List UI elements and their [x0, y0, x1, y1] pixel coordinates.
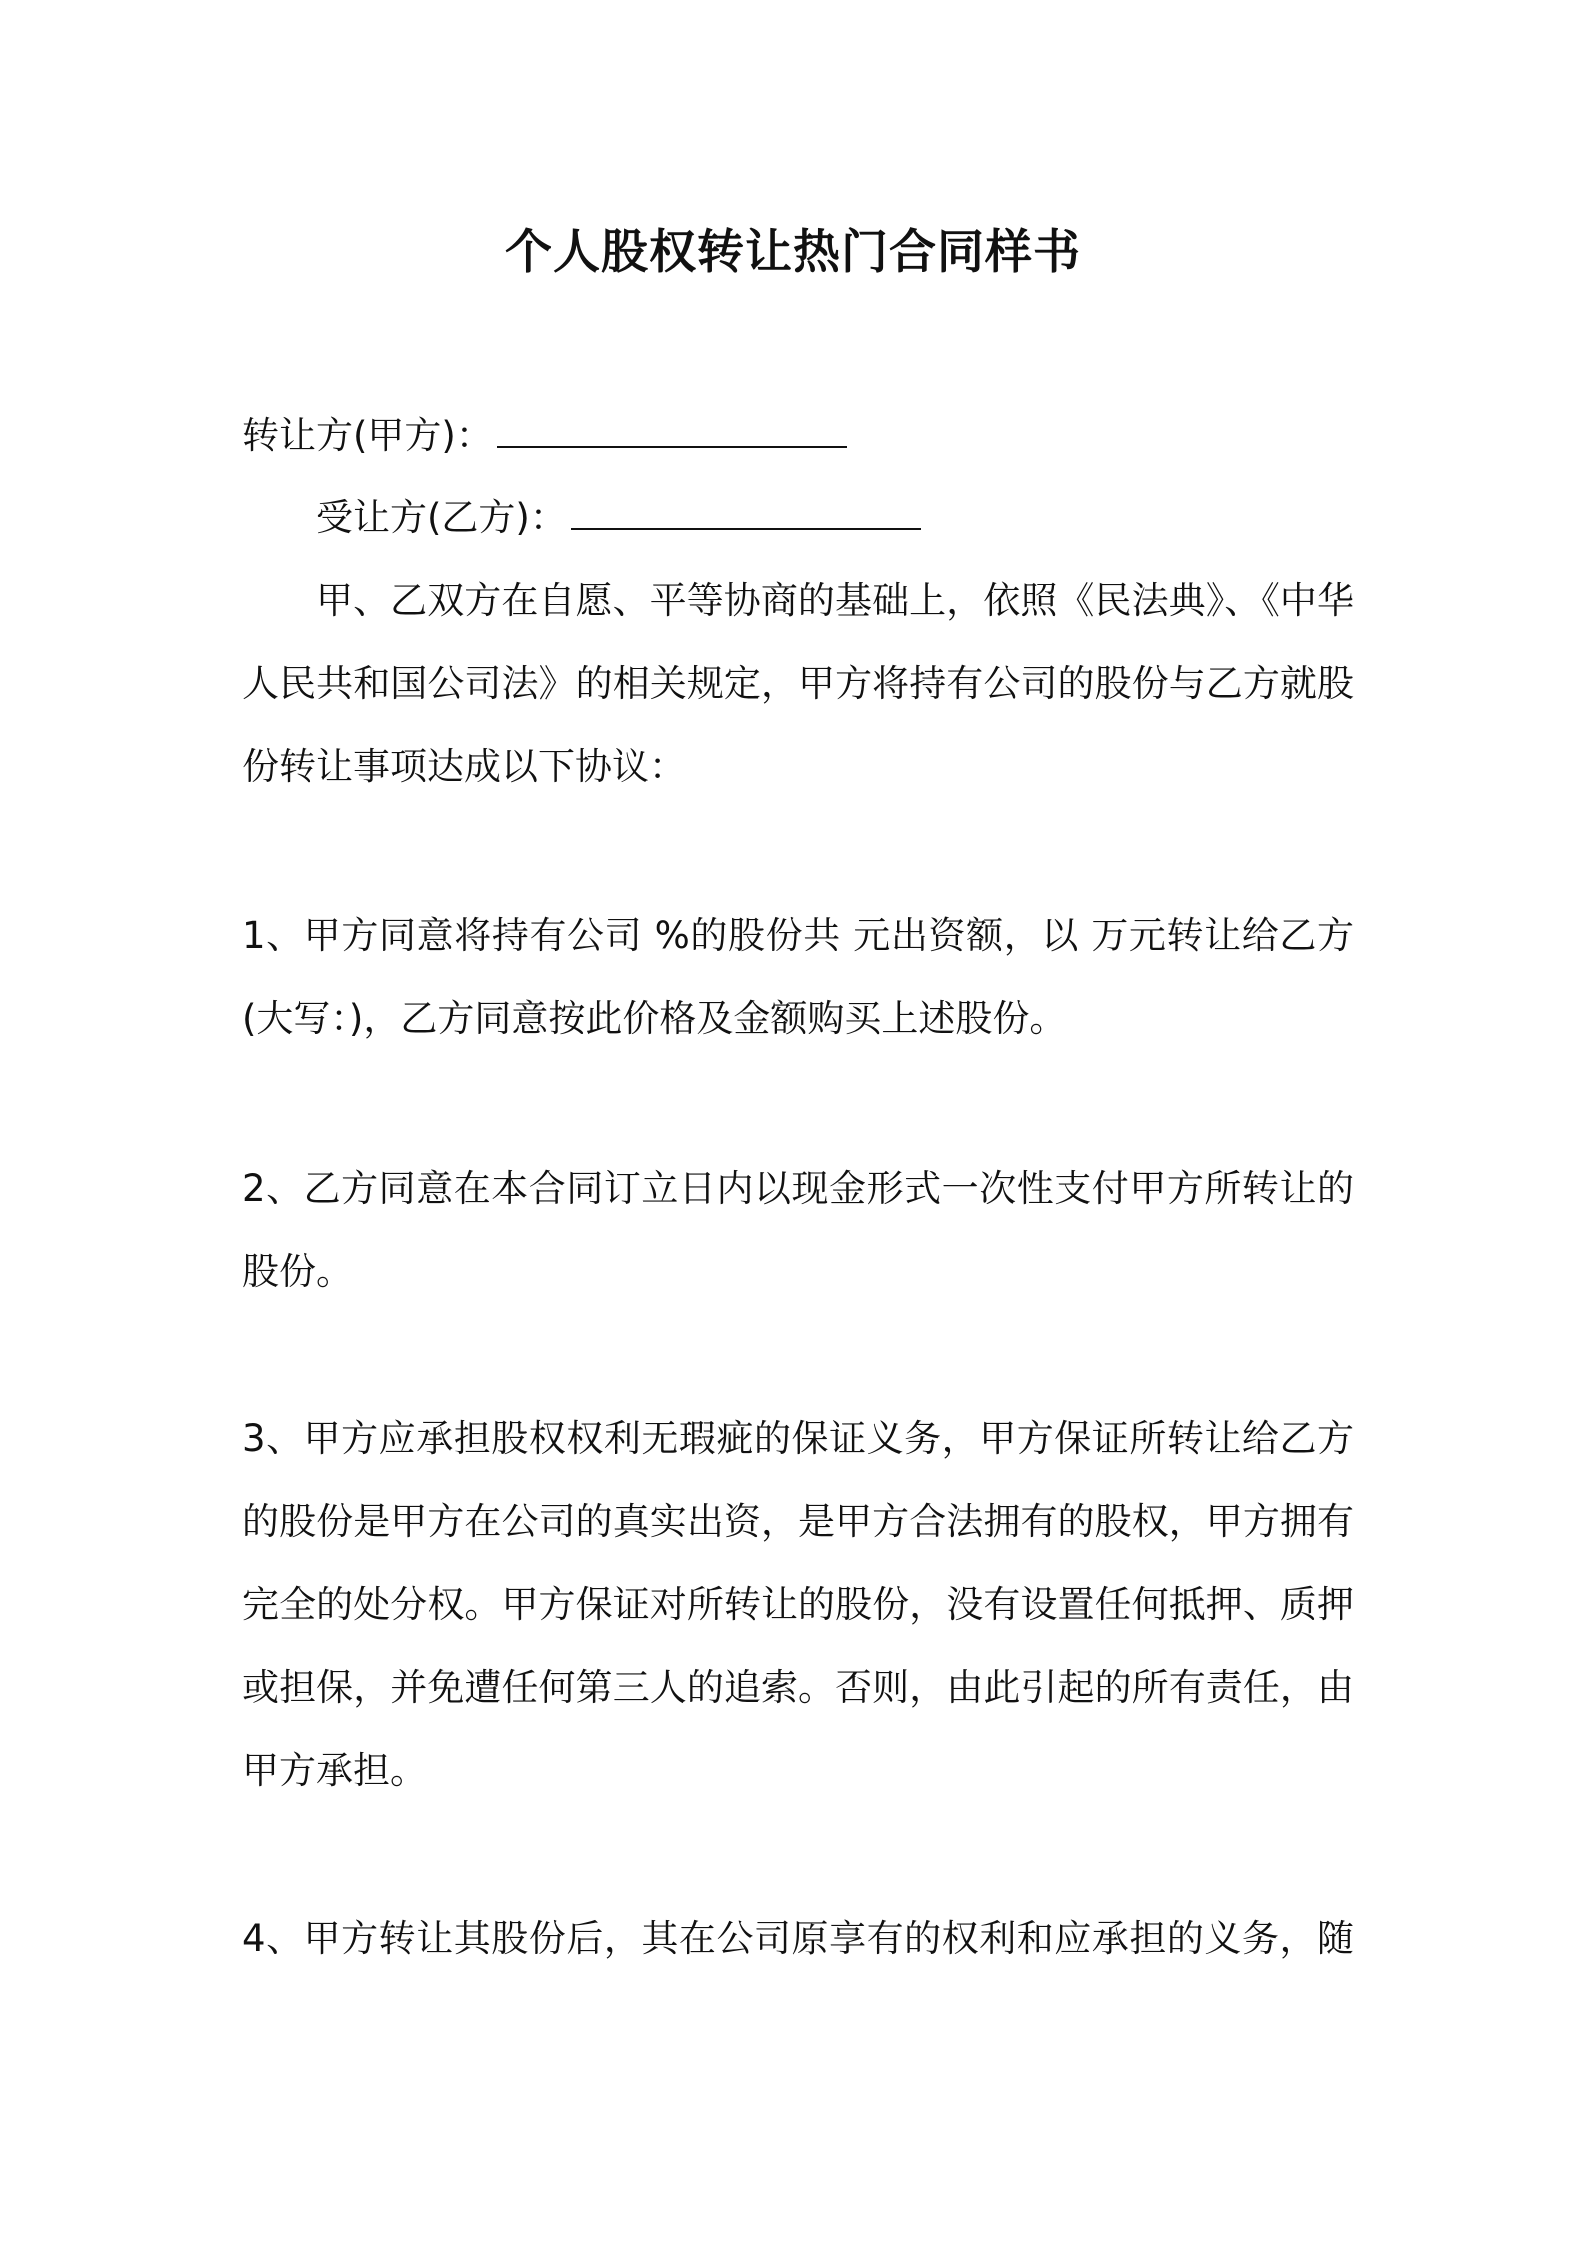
clause-4-line: 4、甲方转让其股份后，其在公司原享有的权利和应承担的义务，随	[242, 1917, 1354, 1960]
preamble-line: 甲、乙双方在自愿、平等协商的基础上，依照《民法典》、《中华	[316, 579, 1354, 622]
transferor-label: 转让方(甲方)：	[242, 414, 493, 457]
clause-2-line: 2、乙方同意在本合同订立日内以现金形式一次性支付甲方所转让的	[242, 1167, 1354, 1210]
clause-3-line: 或担保，并免遭任何第三人的追索。否则，由此引起的所有责任，由	[242, 1666, 1354, 1709]
document-title: 个人股权转让热门合同样书	[505, 225, 1081, 280]
preamble-line: 份转让事项达成以下协议：	[242, 745, 686, 788]
clause-3-line: 甲方承担。	[242, 1749, 427, 1792]
transferee-line	[316, 492, 921, 544]
clause-3-line: 3、甲方应承担股权权利无瑕疵的保证义务，甲方保证所转让给乙方	[242, 1417, 1354, 1460]
clause-3-line: 完全的处分权。甲方保证对所转让的股份，没有设置任何抵押、质押	[242, 1583, 1354, 1626]
preamble-line: 人民共和国公司法》的相关规定，甲方将持有公司的股份与乙方就股	[242, 662, 1354, 705]
transferor-blank	[497, 412, 847, 448]
transferee-label: 受让方(乙方)：	[316, 496, 567, 539]
clause-1-line: (大写：)，乙方同意按此价格及金额购买上述股份。	[242, 997, 1067, 1040]
clause-1-line: 1、甲方同意将持有公司 %的股份共 元出资额，以 万元转让给乙方	[242, 914, 1354, 957]
clause-2-line: 股份。	[242, 1250, 353, 1293]
transferee-blank	[571, 494, 921, 530]
transferor-line	[242, 410, 847, 462]
clause-3-line: 的股份是甲方在公司的真实出资，是甲方合法拥有的股权，甲方拥有	[242, 1500, 1354, 1543]
